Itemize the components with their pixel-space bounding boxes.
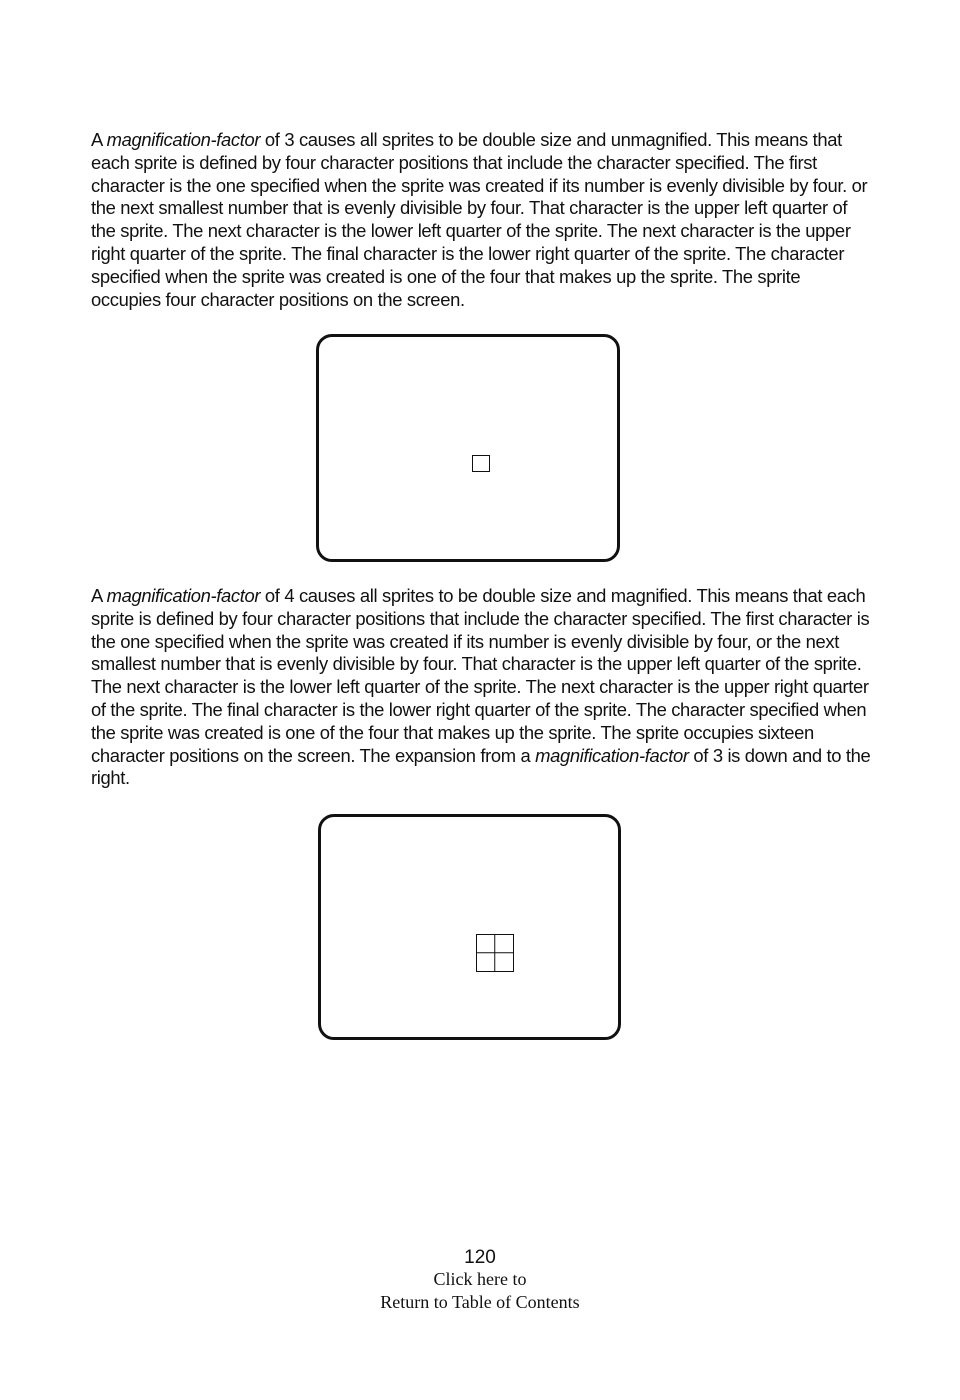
toc-link-line-1[interactable]: Click here to [433,1269,527,1289]
sprite-four-cells [476,934,514,972]
paragraph-magnification-3 [91,129,871,311]
page-number: 120 [464,1247,496,1268]
paragraph-body: of 4 causes all sprites to be double size and magnified. This means that each sprite is defined by four character positions that include the character specified. The first character is the one specified when the sprite was created if its number is evenly divisible by four, or the next smallest number that is evenly divisible by four. That character is the upper left quarter of the sprite. The next character is the lower left quarter of the sprite. The next character is the upper right quarter of the sprite. The final character is the lower right quarter of the sprite. The character specified when the sprite was created is one of the four that makes up the sprite. The sprite occupies sixteen character positions on the screen. The expansion from a [91,585,870,766]
paragraph-tail: of 3 is down and to the right. [91,744,871,789]
term-magnification-factor: magnification-factor [106,585,261,606]
screen-illustration-magnification-4 [318,814,621,1040]
sprite-single-cell [472,455,490,472]
paragraph-body: of 3 causes all sprites to be double size and unmagnified. This means that each sprite is defined by four character positions that include the character specified. The first character is the one specified when the sprite was created if its number is evenly divisible by four. or the next smallest number that is evenly divisible by four. That character is the upper left quarter of the sprite. The next character is the lower left quarter of the sprite. The next character is the upper right quarter of the sprite. The final character is the lower right quarter of the sprite. The character specified when the sprite was created is one of the four that makes up the sprite. The sprite occupies four character positions on the screen. [91,129,868,310]
term-magnification-factor: magnification-factor [535,744,689,766]
paragraph-lead: A [91,585,107,606]
screen-illustration-magnification-3 [316,334,620,562]
sprite-divider-horizontal [477,952,513,953]
term-magnification-factor: magnification-factor [106,129,261,150]
paragraph-lead: A [91,129,107,150]
paragraph-magnification-4 [91,585,871,790]
toc-link-line-2[interactable]: Return to Table of Contents [380,1292,580,1312]
